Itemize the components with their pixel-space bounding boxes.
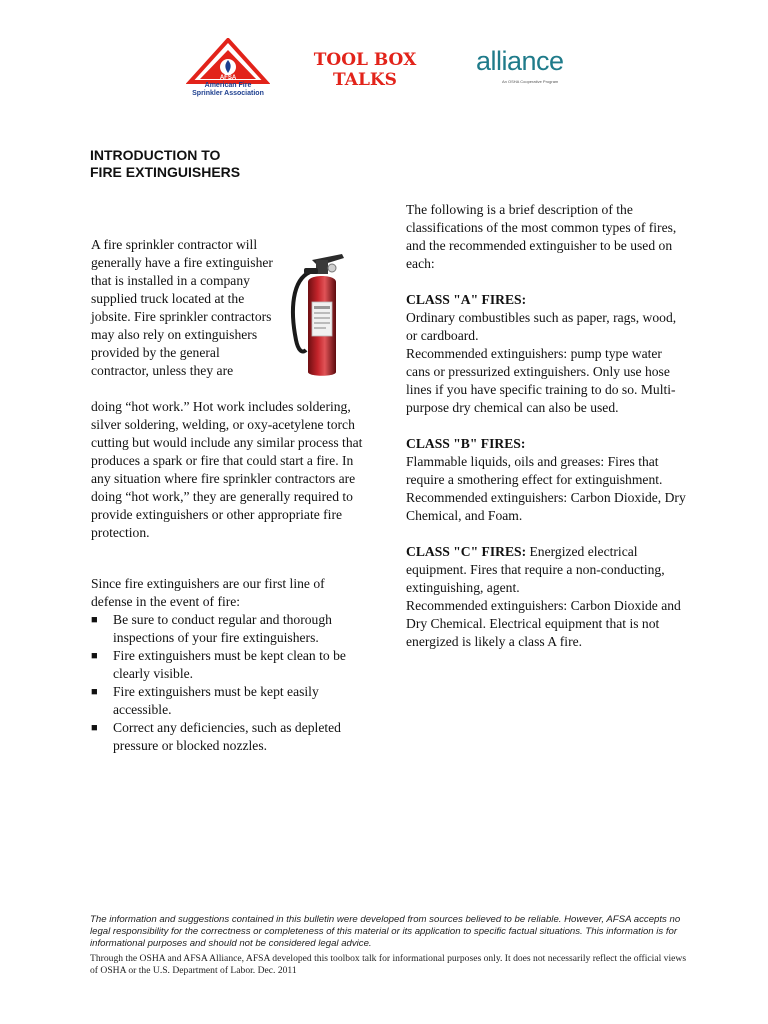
class-a-recommendation: Recommended extinguishers: pump type water cans or pressurized extinguishers. Only use hose lines if you have specific training to do so. Multi-purpose dry chemical can also be used. bbox=[406, 346, 676, 415]
svg-text:AFSA: AFSA bbox=[219, 75, 237, 81]
alliance-wordmark: alliance bbox=[476, 46, 564, 76]
bullet-square-icon: ■ bbox=[91, 614, 98, 626]
title-line2: FIRE EXTINGUISHERS bbox=[90, 164, 241, 180]
afsa-triangle-icon bbox=[186, 38, 270, 84]
list-item bbox=[91, 719, 363, 755]
fire-extinguisher-icon bbox=[286, 250, 356, 380]
bullet-square-icon: ■ bbox=[91, 686, 98, 698]
class-c-heading: CLASS "C" FIRES: bbox=[406, 544, 527, 559]
classes-intro: The following is a brief description of the classifications of the most common types of fires, and the recommended extinguisher to be used on each: bbox=[406, 202, 677, 271]
alliance-tagline: An OSHA Cooperative Program bbox=[502, 79, 559, 84]
page-title bbox=[90, 147, 350, 181]
osha-alliance-note: Through the OSHA and AFSA Alliance, AFSA developed this toolbox talk for informational purposes only. It does not necessarily reflect the official views of OSHA or the U.S. Department of Labor. Dec. 2011 bbox=[90, 953, 687, 976]
alliance-logo bbox=[474, 46, 586, 90]
toolbox-line1: TOOL BOX bbox=[313, 50, 417, 70]
list-item-text: Be sure to conduct regular and thorough inspections of your fire extinguishers. bbox=[113, 612, 332, 645]
fire-classes-column bbox=[406, 201, 688, 651]
class-c-recommendation: Recommended extinguishers: Carbon Dioxide and Dry Chemical. Electrical equipment that is not energized is likely a class A fire. bbox=[406, 598, 681, 649]
list-item-text: Fire extinguishers must be kept clean to be clearly visible. bbox=[113, 648, 346, 681]
class-c-description: Energized electrical equipment. Fires that require a non-conducting, extinguishing, agent. bbox=[406, 544, 665, 595]
class-a-description: Ordinary combustibles such as paper, rags, wood, or cardboard. bbox=[406, 310, 677, 343]
legal-disclaimer: The information and suggestions contained in this bulletin were developed from sources believed to be reliable. However, AFSA accepts no legal responsibility for the correctness or completeness of this material or its application to specific factual situations. This information is for informational purposes and should not be considered legal advice. bbox=[90, 914, 681, 949]
bullet-square-icon: ■ bbox=[91, 650, 98, 662]
afsa-name-line1: American Fire bbox=[204, 82, 252, 89]
list-item bbox=[91, 611, 363, 647]
list-item bbox=[91, 647, 363, 683]
afsa-logo bbox=[186, 38, 270, 102]
afsa-name-line2: Sprinkler Association bbox=[192, 90, 264, 97]
extinguisher-checklist bbox=[91, 611, 363, 755]
first-line-of-defense-paragraph: Since fire extinguishers are our first line of defense in the event of fire: bbox=[91, 576, 325, 609]
bullet-square-icon: ■ bbox=[91, 722, 98, 734]
list-item-text: Fire extinguishers must be kept easily accessible. bbox=[113, 684, 319, 717]
class-a-heading: CLASS "A" FIRES: bbox=[406, 292, 527, 307]
tool-box-talks-heading bbox=[300, 50, 430, 90]
intro-paragraph-part2: doing “hot work.” Hot work includes soldering, silver soldering, welding, or oxy-acetylene torch cutting but would include any similar process that produces a spark or fire that could start a fire. In any situation where fire sprinkler contractors are doing “hot work,” they are generally required to provide extinguishers or other appropriate fire protection. bbox=[91, 399, 363, 540]
list-item bbox=[91, 683, 363, 719]
class-c-paragraph bbox=[406, 543, 688, 597]
title-line1: INTRODUCTION TO bbox=[90, 147, 221, 163]
class-b-description: Flammable liquids, oils and greases: Fires that require a smothering effect for extinguishment. bbox=[406, 454, 663, 487]
class-b-recommendation: Recommended extinguishers: Carbon Dioxide, Dry Chemical, and Foam. bbox=[406, 490, 686, 523]
toolbox-line2: TALKS bbox=[333, 70, 397, 90]
list-item-text: Correct any deficiencies, such as depleted pressure or blocked nozzles. bbox=[113, 720, 341, 753]
intro-paragraph-part1: A fire sprinkler contractor will generally have a fire extinguisher that is installed in a company supplied truck located at the jobsite. Fire sprinkler contractors may also rely on extinguishers provided by the general contractor, unless they are bbox=[91, 237, 273, 378]
class-b-heading: CLASS "B" FIRES: bbox=[406, 436, 526, 451]
